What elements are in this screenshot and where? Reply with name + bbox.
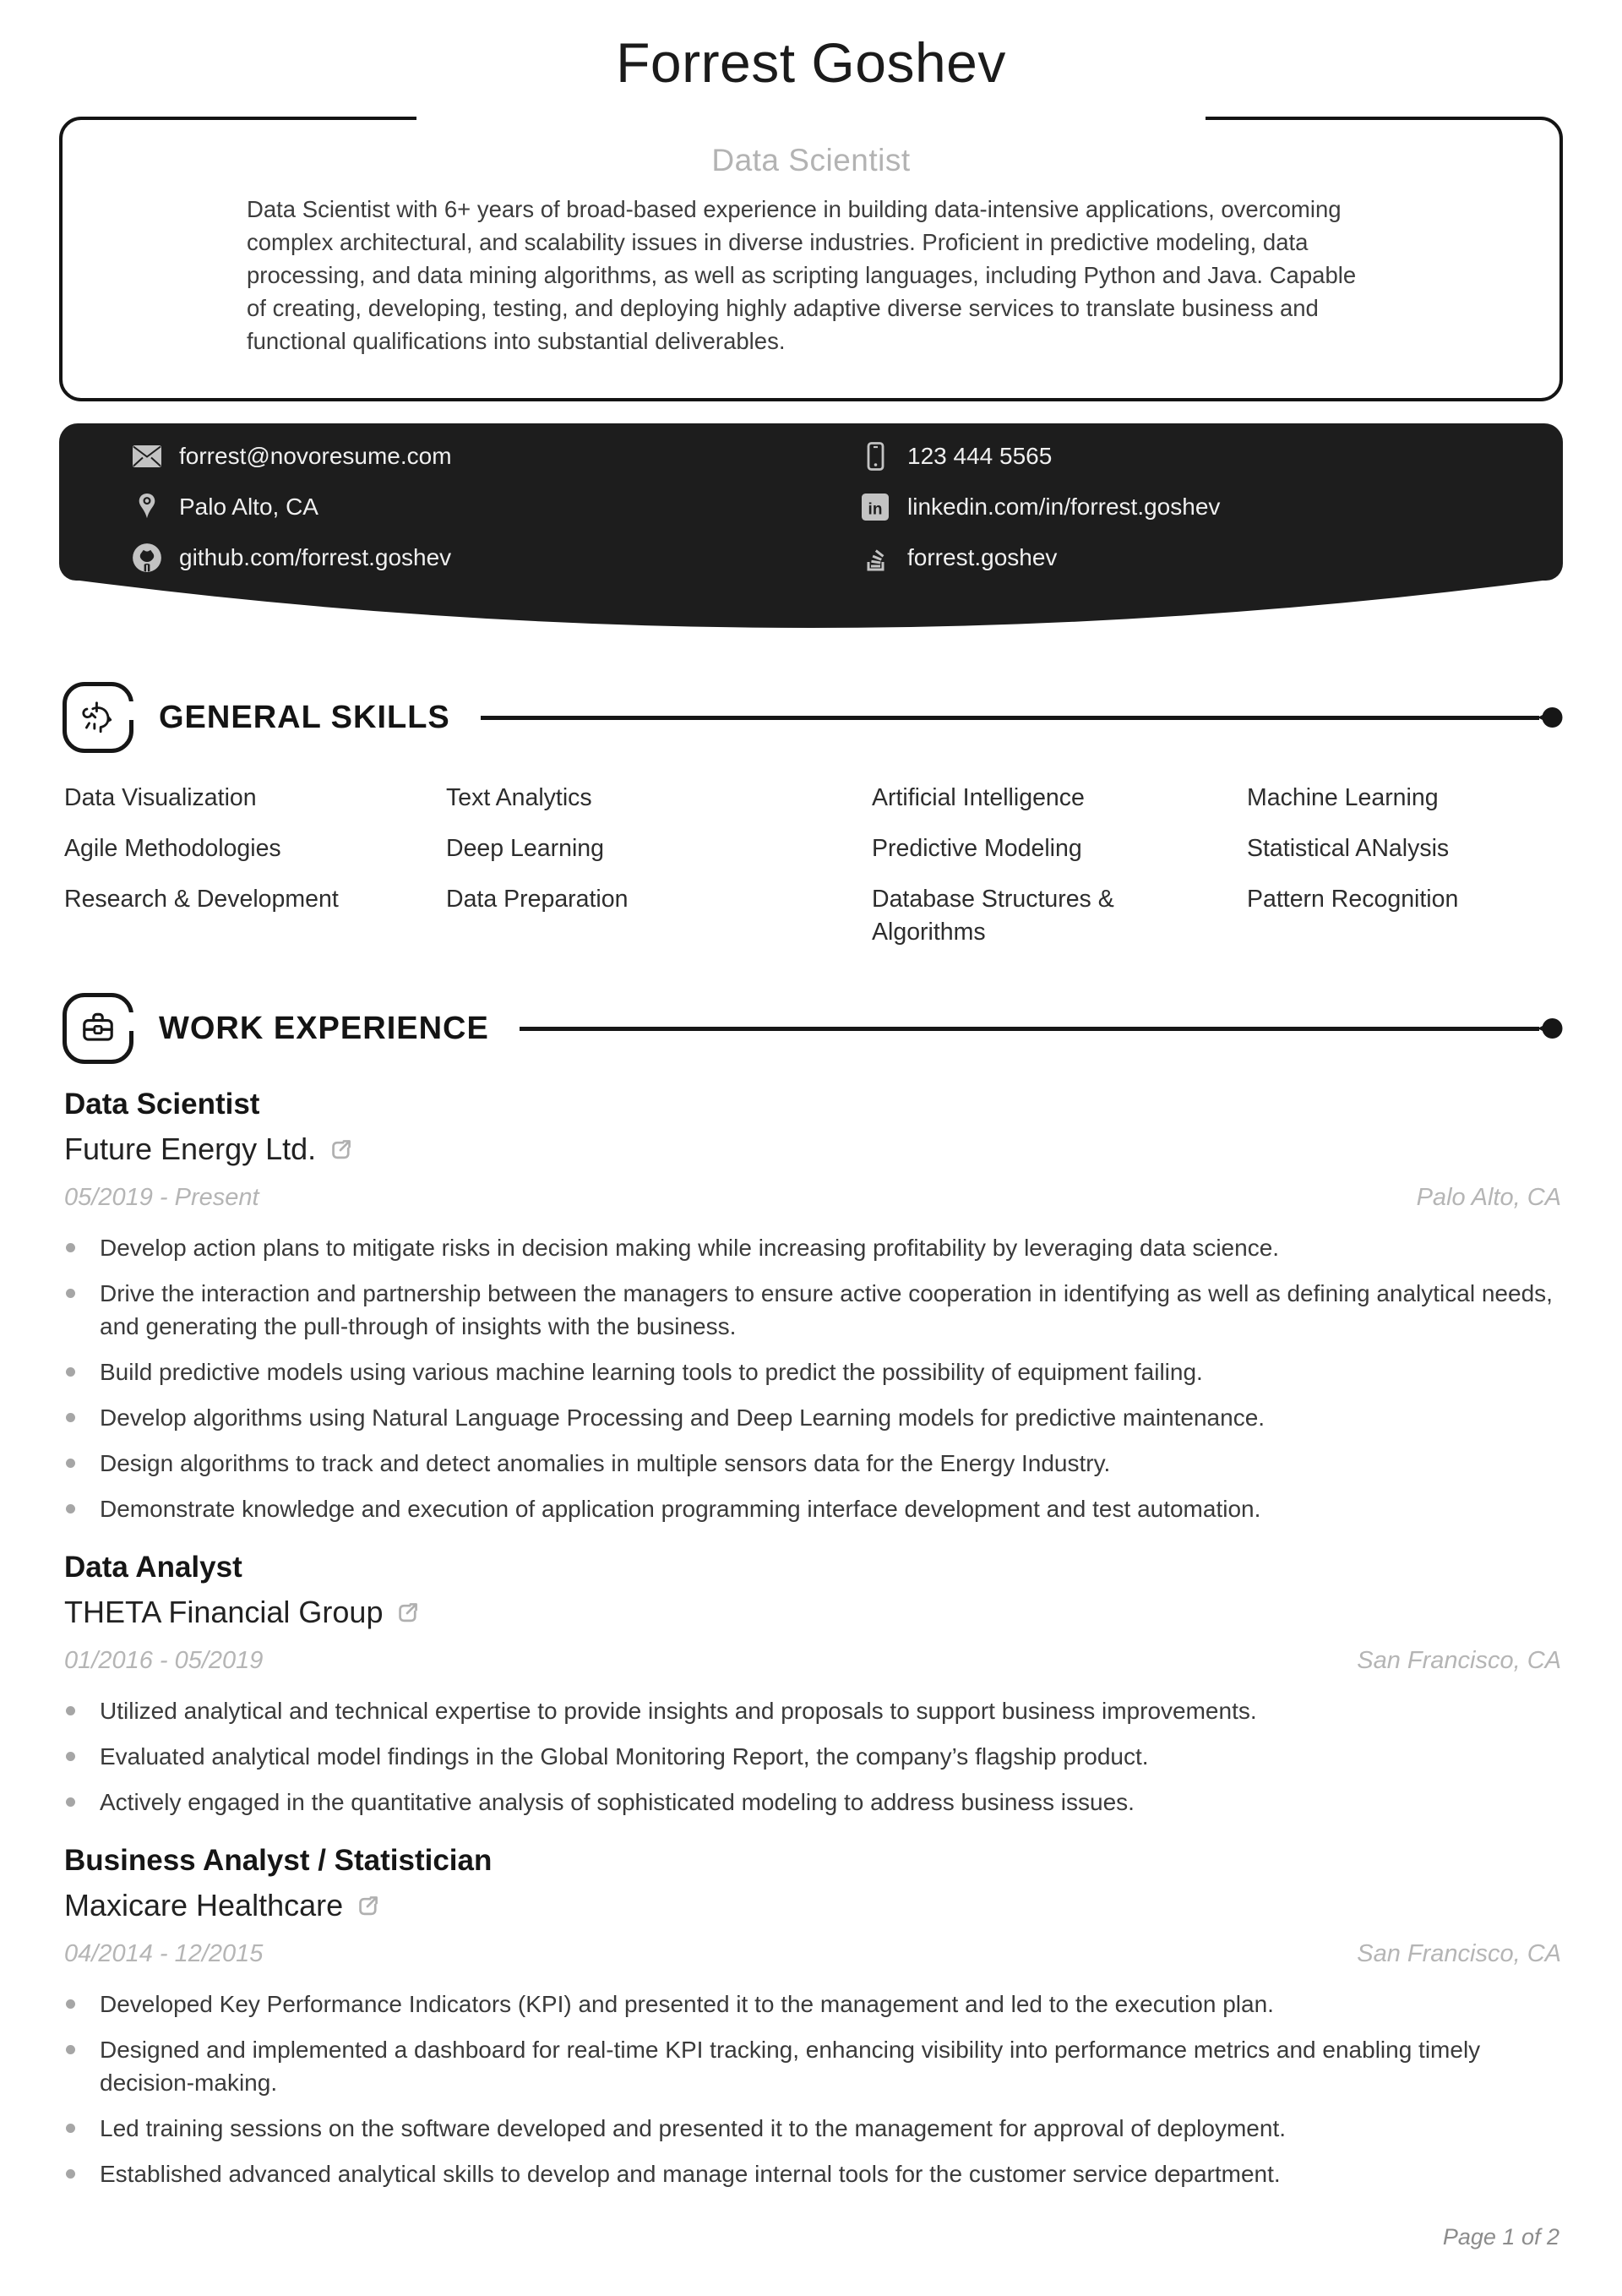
section-title-work-experience: WORK EXPERIENCE — [159, 1010, 489, 1046]
squircle-notch — [128, 1012, 135, 1031]
envelope-icon — [130, 441, 164, 472]
company-row — [64, 1593, 1561, 1632]
external-link-icon[interactable] — [329, 1138, 352, 1161]
github-icon — [130, 542, 164, 574]
person-name: Forrest Goshev — [616, 31, 1006, 94]
location-value: Palo Alto, CA — [179, 494, 318, 520]
job-bullet: Develop action plans to mitigate risks in decision making while increasing profitability by leveraging data science. — [64, 1231, 1561, 1264]
github-value: github.com/forrest.goshev — [179, 544, 452, 570]
job-bullet: Led training sessions on the software developed and presented it to the management for approval of deployment. — [64, 2112, 1561, 2145]
job-bullet: Designed and implemented a dashboard for real-time KPI tracking, enhancing visibility into performance metrics and enabling timely decision-making. — [64, 2033, 1561, 2099]
contact-linkedin[interactable] — [858, 484, 1563, 530]
company-name: Future Energy Ltd. — [64, 1132, 317, 1166]
skill-item: Machine Learning — [1247, 784, 1439, 811]
skill-item: Database Structures & Algorithms — [872, 886, 1114, 946]
contact-bar — [59, 423, 1563, 581]
summary-box — [59, 117, 1563, 401]
job-bullet: Design algorithms to track and detect anomalies in multiple sensors data for the Energy Industry. — [64, 1447, 1561, 1480]
job-bullet: Demonstrate knowledge and execution of application programming interface development and test automation. — [64, 1492, 1561, 1525]
skill-item: Text Analytics — [446, 784, 592, 811]
skill-item: Pattern Recognition — [1247, 886, 1459, 913]
skills-grid — [64, 782, 1561, 949]
job-location: Palo Alto, CA — [1416, 1184, 1561, 1211]
page-number: Page 1 of 2 — [1442, 2224, 1559, 2250]
experience-entry — [64, 1086, 1561, 1525]
external-link-icon[interactable] — [396, 1601, 419, 1624]
line-end-cap-icon — [1538, 1017, 1563, 1039]
job-meta-row — [64, 1939, 1561, 1969]
job-bullets — [64, 1231, 1561, 1525]
job-title: Business Analyst / Statistician — [64, 1844, 493, 1877]
experience-list — [64, 1086, 1561, 2190]
skill-item: Agile Methodologies — [64, 835, 281, 862]
job-bullet: Utilized analytical and technical expertise to provide insights and proposals to support business improvements. — [64, 1694, 1561, 1727]
job-bullets — [64, 1988, 1561, 2190]
phone-icon — [858, 440, 892, 472]
job-title: Data Analyst — [64, 1551, 242, 1584]
company-name: THETA Financial Group — [64, 1595, 384, 1629]
contact-github[interactable] — [130, 535, 811, 581]
experience-entry — [64, 1842, 1561, 2190]
section-rule — [481, 706, 1563, 728]
job-bullet: Drive the interaction and partnership between the managers to ensure active cooperation in identifying as well as defining analytical needs, and generating the pull-through of insights with the business. — [64, 1277, 1561, 1343]
job-meta-row — [64, 1645, 1561, 1676]
section-header-work-experience — [63, 993, 1563, 1064]
job-bullet: Develop algorithms using Natural Language Processing and Deep Learning models for predictive maintenance. — [64, 1401, 1561, 1434]
skill-item: Data Preparation — [446, 886, 629, 913]
job-location: San Francisco, CA — [1357, 1647, 1561, 1674]
skill-item: Deep Learning — [446, 835, 604, 862]
linkedin-value: linkedin.com/in/forrest.goshev — [907, 494, 1221, 520]
top-border-gap — [416, 115, 1206, 123]
email-value: forrest@novoresume.com — [179, 443, 452, 469]
svg-text:in: in — [868, 500, 883, 519]
job-dates: 05/2019 - Present — [64, 1184, 259, 1211]
skill-item: Data Visualization — [64, 784, 257, 811]
stackoverflow-value: forrest.goshev — [907, 544, 1058, 570]
job-dates: 04/2014 - 12/2015 — [64, 1940, 264, 1967]
job-bullet: Actively engaged in the quantitative analysis of sophisticated modeling to address business issues. — [64, 1786, 1561, 1819]
briefcase-icon — [63, 993, 133, 1064]
job-dates: 01/2016 - 05/2019 — [64, 1647, 264, 1674]
company-row — [64, 1886, 1561, 1925]
job-title: Data Scientist — [64, 1088, 260, 1121]
contact-location — [130, 484, 811, 530]
job-bullet: Evaluated analytical model findings in the Global Monitoring Report, the company’s flagship product. — [64, 1740, 1561, 1773]
contact-column-right — [811, 434, 1563, 581]
experience-entry — [64, 1549, 1561, 1819]
contact-stackoverflow[interactable] — [858, 535, 1563, 581]
section-title-general-skills: GENERAL SKILLS — [159, 699, 450, 735]
stackoverflow-icon — [858, 542, 892, 574]
job-bullet: Established advanced analytical skills to develop and manage internal tools for the customer service department. — [64, 2157, 1561, 2190]
section-rule — [520, 1017, 1563, 1039]
job-bullets — [64, 1694, 1561, 1819]
job-bullet: Build predictive models using various machine learning tools to predict the possibility of equipment failing. — [64, 1355, 1561, 1388]
phone-value: 123 444 5565 — [907, 443, 1053, 469]
squircle-notch — [128, 701, 135, 720]
section-header-general-skills — [63, 682, 1563, 753]
external-link-icon[interactable] — [357, 1895, 379, 1917]
skill-item: Statistical ANalysis — [1247, 835, 1450, 862]
skills-head-icon — [63, 682, 133, 753]
contact-column-left — [59, 434, 811, 581]
company-row — [64, 1130, 1561, 1169]
skill-item: Artificial Intelligence — [872, 784, 1085, 811]
linkedin-icon — [858, 492, 892, 522]
job-bullet: Developed Key Performance Indicators (KPI) and presented it to the management and led to the execution plan. — [64, 1988, 1561, 2021]
skill-item: Predictive Modeling — [872, 835, 1082, 862]
job-meta-row — [64, 1182, 1561, 1213]
job-location: San Francisco, CA — [1357, 1940, 1561, 1967]
location-pin-icon — [130, 491, 164, 523]
contact-email[interactable] — [130, 434, 811, 479]
summary-text: Data Scientist with 6+ years of broad-based experience in building data-intensive applications, overcoming complex architectural, and scalability issues in diverse industries. Proficient in predictive modeling, data processing, and data mining algorithms, as well as scripting languages, including Python and Java. Capable of creating, developing, testing, and deploying highly adaptive diverse services to translate business and functional qualifications into substantial deliverables. — [247, 196, 1357, 354]
job-headline: Data Scientist — [711, 143, 911, 177]
contact-phone[interactable] — [858, 434, 1563, 479]
company-name: Maxicare Healthcare — [64, 1888, 344, 1922]
line-end-cap-icon — [1538, 706, 1563, 728]
skill-item: Research & Development — [64, 886, 339, 913]
